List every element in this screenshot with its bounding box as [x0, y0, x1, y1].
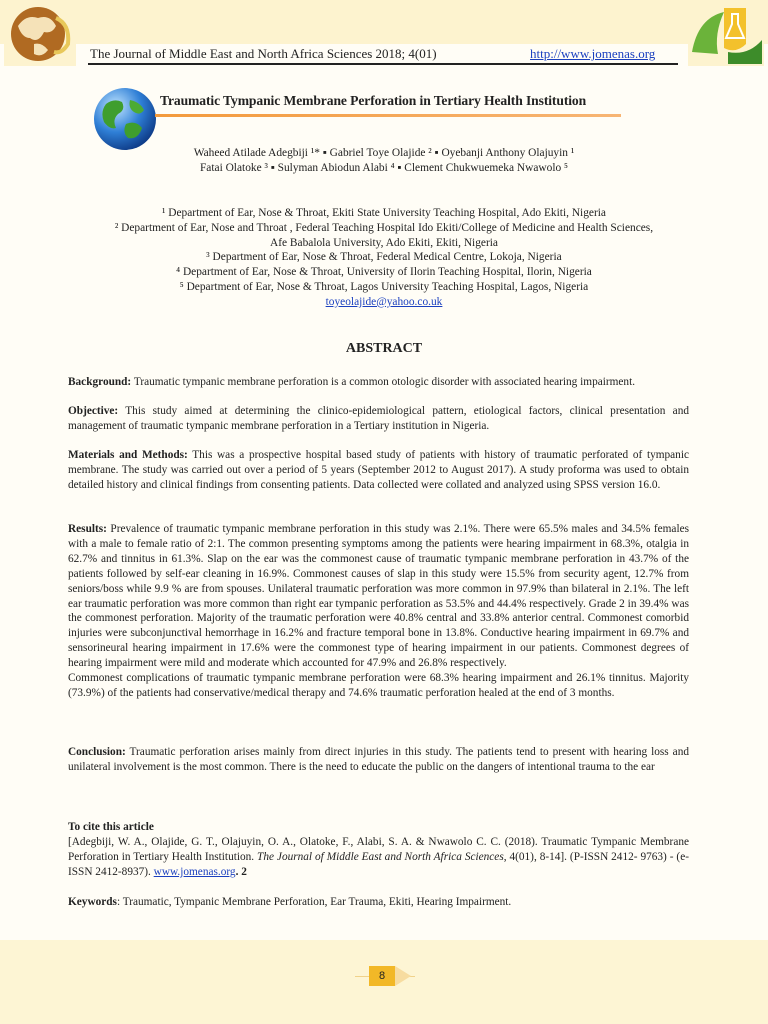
abstract-conclusion [68, 745, 689, 775]
journal-logo-right-icon [688, 4, 764, 66]
author-list [60, 146, 708, 176]
objective-text: This study aimed at determining the clinico-epidemiological pattern, etiological factors, clinical presentation and management of traumatic tympanic membrane perforation in a Tertiary institution in Nigeria. [68, 405, 689, 432]
abstract-heading: ABSTRACT [345, 341, 423, 356]
page-number: 8 [369, 966, 395, 986]
journal-logo-left-icon [4, 4, 76, 66]
background-label: Background: [68, 376, 132, 388]
citation-suffix: . 2 [235, 865, 247, 878]
methods-label: Materials and Methods: [68, 449, 188, 461]
background-text: Traumatic tympanic membrane perforation is a common otologic disorder with associated hearing impairment. [133, 376, 636, 388]
abstract-objective [68, 404, 689, 434]
results-text-continued: Commonest complications of traumatic tympanic membrane perforation were 68.3% hearing impairment and 26.1% tinnitus. Majority (73.9%) of the patients had conservative/medical therapy and 74.6% traumatic perforation healed at the end of 3 months. [68, 672, 689, 699]
journal-header-title: The Journal of Middle East and North Africa Sciences 2018; 4(01) [90, 46, 437, 61]
conclusion-text: Traumatic perforation arises mainly from direct injuries in this study. The patients tend to present with hearing loss and unilateral involvement is the most common. There is the need to educate the public on the dangers of intentional trauma to the ear [68, 746, 689, 773]
abstract-results [68, 522, 689, 701]
globe-icon [92, 86, 158, 152]
affiliation-4: ⁴ Department of Ear, Nose & Throat, University of Ilorin Teaching Hospital, Ilorin, Nigeria [176, 266, 592, 279]
corresponding-email-link[interactable]: toyeolajide@yahoo.co.uk [325, 295, 443, 308]
citation-text-2: , 4(01), 8-14]. (P-ISSN 2412- 9763) - (e-ISSN 2412-8937). [68, 850, 689, 878]
affiliation-1: ¹ Department of Ear, Nose & Throat, Ekiti State University Teaching Hospital, Ado Ekiti, Nigeria [162, 207, 606, 219]
results-label: Results: [68, 523, 107, 535]
keywords [68, 895, 689, 910]
affiliation-3: ³ Department of Ear, Nose & Throat, Federal Medical Centre, Lokoja, Nigeria [206, 251, 562, 264]
citation-link[interactable]: www.jomenas.org [153, 865, 236, 878]
affiliation-2: ² Department of Ear, Nose and Throat , Federal Teaching Hospital Ido Ekiti/College of Medicine and Health Sciences, [114, 221, 654, 234]
affiliation-list [60, 206, 708, 310]
keywords-text: : Traumatic, Tympanic Membrane Perforation, Ear Trauma, Ekiti, Hearing Impairment. [116, 896, 512, 908]
citation-heading: To cite this article [68, 821, 154, 833]
objective-label: Objective: [68, 405, 119, 417]
paper-title: Traumatic Tympanic Membrane Perforation in Tertiary Health Institution [160, 93, 587, 108]
affiliation-2-cont: Afe Babalola University, Ado Ekiti, Ekiti, Nigeria [270, 236, 498, 249]
affiliation-5: ⁵ Department of Ear, Nose & Throat, Lagos University Teaching Hospital, Lagos, Nigeria [179, 280, 589, 293]
journal-url-link[interactable]: http://www.jomenas.org [530, 46, 656, 61]
conclusion-label: Conclusion: [68, 746, 126, 758]
author-line-2: Fatai Olatoke ³ ▪ Sulyman Abiodun Alabi ⁴ ▪ Clement Chukwuemeka Nwawolo ⁵ [199, 162, 569, 174]
page-number-tail [395, 966, 411, 986]
citation-text-1: [Adegbiji, W. A., Olajide, G. T., Olajuyin, O. A., Olatoke, F., Alabi, S. A. & Nwawolo C. C. (2018). Traumatic Tympanic Membrane Perforation in Tertiary Health Institution. [68, 836, 689, 863]
abstract-methods [68, 448, 689, 493]
abstract-background [68, 375, 689, 390]
header-divider [88, 63, 678, 65]
results-text: Prevalence of traumatic tympanic membrane perforation in this study was 2.1%. There were 65.5% males and 34.5% females with a male to female ratio of 2:1. The common presenting symptoms among the patients were hearing impairment in 68.3%, otalgia in 62.7% and tinnitus in 61.3%. Slap on the ear was the commonest cause of traumatic tympanic membrane perforation in 43.7% of the patients followed by self-ear cleaning in 16.9%. Commonest causes of slap in this study were 15.5% from security agent, 12.7% from seniors/boss while 9.9 % are from spouses. Unilateral traumatic perforation was more common in 97.9% than bilateral in 2.1%. The left ear traumatic perforation was more common than right ear tympanic perforation as 53.5% and 44.4% respectively. Grade 2 in 39.4% was the commonest perforation. Majority of the traumatic perforation were 40.8% central and 33.8% anterior central. Commonest comorbid injuries were subconjunctival hemorrhage in 16.2% and fracture temporal bone in 13.8%. Conductive hearing impairment in 69.7% and sensorineural hearing impairment in 17.6% were the commonest type of hearing impairment in our patients. Commonest degrees of hearing impairment were mild and moderate which accounted for 47.9% and 26.8% respectively. [68, 523, 689, 670]
keywords-label: Keywords [68, 896, 117, 908]
author-line-1: Waheed Atilade Adegbiji ¹* ▪ Gabriel Toye Olajide ² ▪ Oyebanji Anthony Olajuyin ¹ [193, 147, 575, 159]
title-underline [155, 114, 621, 117]
citation-journal: The Journal of Middle East and North Africa Sciences [257, 850, 504, 863]
citation [68, 835, 689, 880]
header-band [0, 0, 768, 44]
methods-text: This was a prospective hospital based study of patients with history of traumatic perforated of tympanic membrane. The study was carried out over a period of 5 years (September 2012 to August 2017). A study proforma was used to obtain detailed history and clinical findings from consenting patients. Data collected were collated and analyzed using SPSS version 16.0. [68, 449, 689, 491]
page-footer [0, 964, 768, 990]
